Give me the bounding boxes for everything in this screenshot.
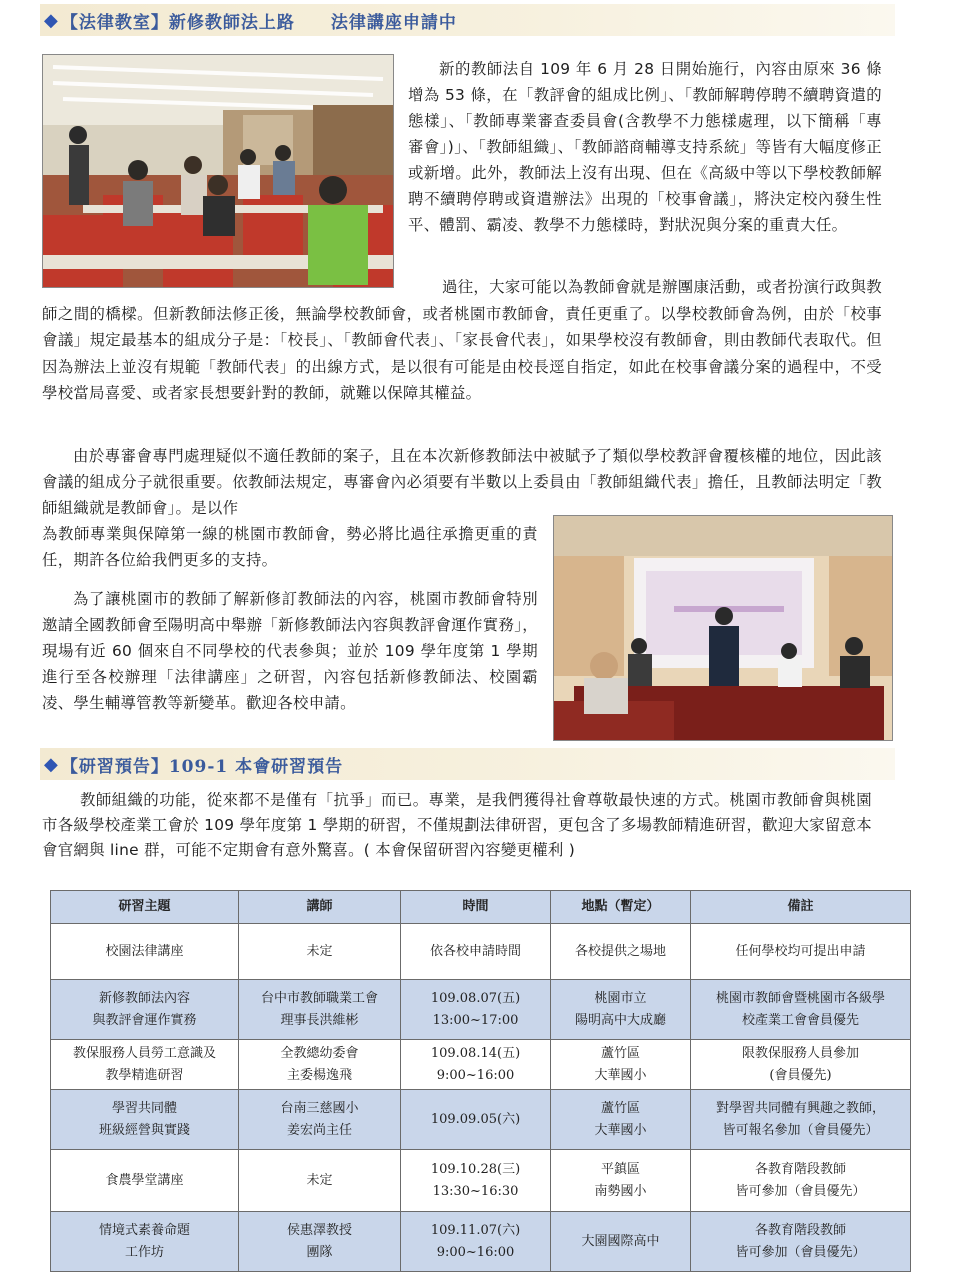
cell-note [691,980,911,1040]
paragraph-legal-seminar: 為了讓桃園市的教師了解新修訂教師法的內容，桃園市教師會特別邀請全國教師會至陽明高中舉辦「新修教師法內容與教評會運作實務」，現場有近 60 個來自不同學校的代表參與；並於 109 學年度第 1 學期進行至各校辦理「法律講座」之研習，內容包括新修教師法、校園霸凌、學生輔導管教等新變革。歡迎各校申請。 [42,590,538,712]
cell-line: 109.08.07(五) [430,990,521,1006]
cell-speaker [239,1090,401,1150]
cell-topic [51,924,239,980]
cell-topic [51,1040,239,1090]
cell-line: 情境式素養命題 [98,1222,190,1238]
cell-place [551,1212,691,1272]
diamond-bullet-icon: ◆ [44,753,59,775]
cell-note [691,924,911,980]
cell-line: 13:00~17:00 [432,1012,519,1028]
cell-line: 全教總幼委會 [280,1045,359,1061]
cell-line: 各教育階段教師 [754,1161,846,1177]
header-time: 時間 [401,891,551,924]
cell-line: 教保服務人員勞工意識及 [72,1045,216,1061]
cell-line: 主委楊逸飛 [286,1067,352,1083]
cell-line: (會員優先) [769,1067,832,1083]
diamond-bullet-icon: ◆ [44,9,59,31]
cell-line: 13:30~16:30 [432,1183,519,1199]
header-place: 地點（暫定） [551,891,691,924]
header-speaker: 講師 [239,891,401,924]
cell-line: 南勢國小 [594,1183,647,1199]
cell-line: 陽明高中大成廳 [574,1012,666,1028]
cell-place [551,1040,691,1090]
cell-place [551,980,691,1040]
cell-speaker [239,1150,401,1212]
section-title: 109-1 本會研習預告 [168,756,344,777]
cell-note [691,1040,911,1090]
table-row [51,1212,911,1272]
paragraph-teacher-union-role: 過往，大家可能以為教師會就是辦團康活動，或者扮演行政與教師之間的橋樑。但新教師法修正後，無論學校教師會，或者桃園市教師會，責任更重了。以學校教師會為例，由於「校事會議」規定最基本的組成分子是：「校長」、「教師會代表」、「家長會代表」，如果學校沒有教師會，則由教師代表取代。但因為辦法上並沒有規範「教師代表」的出線方式，是以很有可能是由校長逕自指定，如此在校事會議分案的過程中，不受學校當局喜愛、或者家長想要針對的教師，就難以保障其權益。 [42,278,882,403]
section-tag: 【法律教室】 [60,12,169,33]
cell-line: 皆可報名參加（會員優先） [722,1122,879,1138]
cell-time [401,980,551,1040]
section-header-training [40,748,895,780]
table-row [51,980,911,1040]
cell-line: 109.09.05(六) [430,1111,521,1127]
cell-time [401,1090,551,1150]
paragraph-training-intro: 教師組織的功能，從來都不是僅有「抗爭」而已。專業，是我們獲得社會尊敬最快速的方式。桃園市教師會與桃園市各級學校產業工會於 109 學年度第 1 學期的研習，不僅規劃法律研習，更包含了多場教師精進研習，歡迎大家留意本會官網與 line 群，可能不定期會有意外驚喜。( 本會保留研習內容變更權利 ) [42,791,872,859]
cell-time [401,1040,551,1090]
cell-place [551,1150,691,1212]
cell-line: 依各校申請時間 [429,943,521,959]
table-row [51,924,911,980]
cell-speaker [239,980,401,1040]
header-note: 備註 [691,891,911,924]
cell-line: 班級經營與實踐 [98,1122,190,1138]
cell-line: 與教評會運作實務 [92,1012,197,1028]
table-row [51,1040,911,1090]
table-header-row [51,891,911,924]
cell-topic [51,1212,239,1272]
cell-line: 侯惠澤教授 [286,1222,352,1238]
cell-line: 大園國際高中 [581,1233,660,1249]
cell-line: 109.10.28(三) [430,1161,521,1177]
cell-speaker [239,1040,401,1090]
cell-line: 新修教師法內容 [98,990,190,1006]
cell-line: 9:00~16:00 [436,1244,515,1260]
paragraph-intro: 新的教師法自 109 年 6 月 28 日開始施行，內容由原來 36 條增為 53 條，在「教評會的組成比例」、「教師解聘停聘不續聘資遣的態樣」、「教師專業審查委員會(含教學不力態樣處理，以下簡稱「專審會」)」、「教師組織」、「教師諮商輔導支持系統」等皆有大幅度修正或新增。此外，教師法上沒有出現、但在《高級中等以下學校教師解聘不續聘停聘或資遣辦法》出現的「校事會議」，將決定校內發生性平、體罰、霸凌、教學不力態樣時，對狀況與分案的重責大任。 [408,60,882,234]
cell-line: 團隊 [306,1244,333,1260]
cell-line: 台南三慈國小 [280,1100,359,1116]
cell-line: 教學精進研習 [105,1067,184,1083]
cell-place [551,924,691,980]
cell-line: 任何學校均可提出申請 [735,943,866,959]
cell-time [401,1212,551,1272]
table-row [51,1090,911,1150]
cell-line: 對學習共同體有興趣之教師， [715,1100,885,1116]
cell-line: 大華國小 [594,1122,647,1138]
cell-line: 校園法律講座 [105,943,184,959]
cell-note [691,1212,911,1272]
cell-line: 109.08.14(五) [430,1045,521,1061]
cell-line: 桃園市教師會暨桃園市各級學 [715,990,885,1006]
cell-line: 校產業工會會員優先 [741,1012,859,1028]
cell-line: 未定 [306,943,333,959]
paragraph-review-committee-a: 由於專審會專門處理疑似不適任教師的案子，且在本次新修教師法中被賦予了類似學校教評會覆核權的地位，因此該會議的組成分子就很重要。依教師法規定，專審會內必須要有半數以上委員由「教師組織代表」擔任，且教師法明定「教師組織就是教師會」。是以作 [42,447,882,517]
cell-topic [51,980,239,1040]
cell-line: 學習共同體 [111,1100,177,1116]
cell-line: 109.11.07(六) [430,1222,521,1238]
paragraph-review-committee-b: 為教師專業與保障第一線的桃園市教師會，勢必將比過往承擔更重的責任，期許各位給我們更多的支持。 [42,525,538,569]
cell-line: 食農學堂講座 [105,1172,184,1188]
cell-line: 皆可參加（會員優先） [735,1183,866,1199]
seminar-audience-photo [42,54,394,288]
cell-line: 大華國小 [594,1067,647,1083]
cell-line: 桃園市立 [594,990,647,1006]
cell-line: 限教保服務人員參加 [741,1045,859,1061]
cell-line: 各教育階段教師 [754,1222,846,1238]
cell-topic [51,1090,239,1150]
cell-time [401,924,551,980]
cell-note [691,1150,911,1212]
training-schedule-table [50,890,911,1272]
cell-speaker [239,924,401,980]
cell-speaker [239,1212,401,1272]
cell-time [401,1150,551,1212]
cell-topic [51,1150,239,1212]
header-topic: 研習主題 [51,891,239,924]
section-title: 新修教師法上路 [168,12,295,33]
cell-line: 9:00~16:00 [436,1067,515,1083]
cell-line: 理事長洪維彬 [280,1012,359,1028]
lecture-photo [553,515,893,741]
table-row [51,1150,911,1212]
cell-place [551,1090,691,1150]
cell-line: 蘆竹區 [600,1045,640,1061]
cell-line: 未定 [306,1172,333,1188]
cell-line: 姜宏尚主任 [286,1122,352,1138]
cell-line: 台中市教師職業工會 [260,990,378,1006]
section-header-law [40,4,895,36]
cell-line: 蘆竹區 [600,1100,640,1116]
cell-line: 皆可參加（會員優先） [735,1244,866,1260]
section-subtitle: 法律講座申請中 [330,12,457,33]
cell-line: 工作坊 [124,1244,164,1260]
section-tag: 【研習預告】 [60,756,169,777]
cell-line: 各校提供之場地 [574,943,666,959]
cell-note [691,1090,911,1150]
cell-line: 平鎮區 [600,1161,640,1177]
